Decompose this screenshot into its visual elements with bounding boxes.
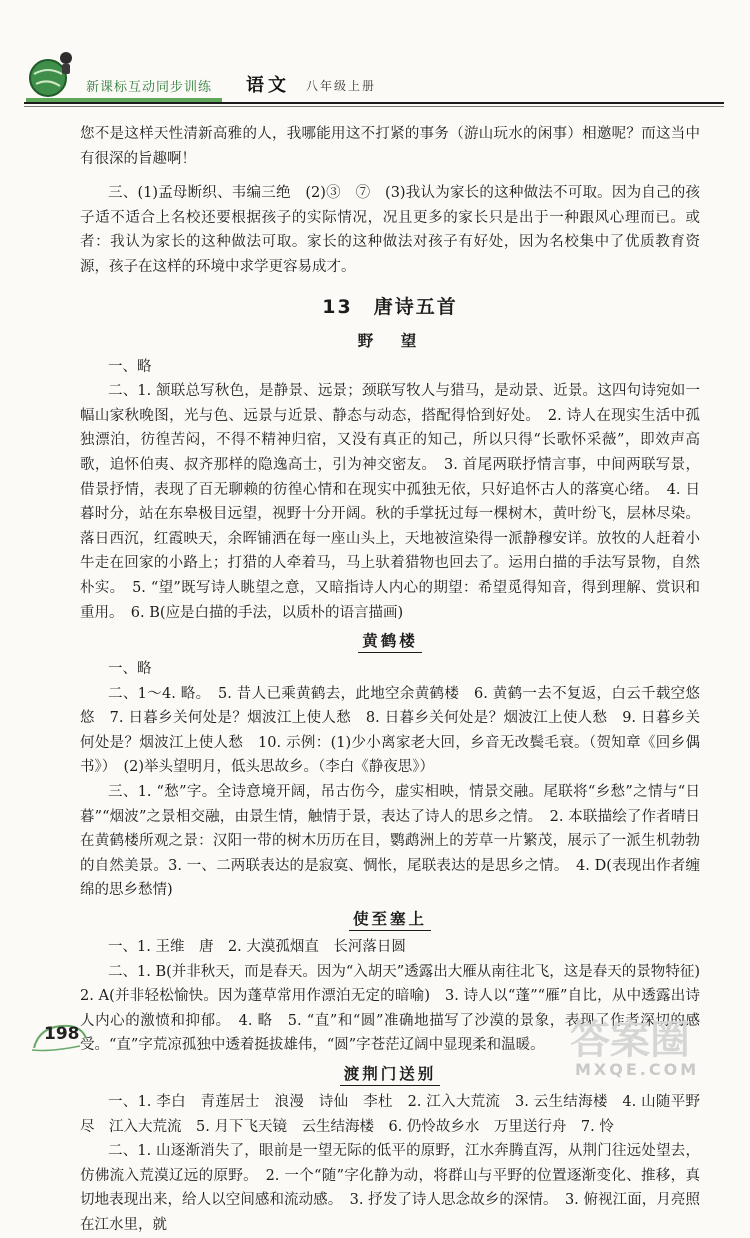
section-title-shizhisaishang bbox=[80, 907, 700, 931]
answer-paragraph: 一、略 bbox=[108, 661, 152, 678]
section-title-text: 黄鹤楼 bbox=[358, 629, 422, 653]
section-title-text: 使至塞上 bbox=[349, 907, 431, 931]
watermark-url: MXQE.COM bbox=[575, 1060, 700, 1079]
section-title-yewang: 野 望 bbox=[357, 330, 423, 350]
globe-logo-icon bbox=[26, 48, 78, 100]
answer-paragraph: 二、1. B(并非秋天，而是春天。因为“入胡天”透露出大雁从南往北飞，这是春天的景物特征) 2. A(并非轻松愉快。因为蓬草常用作漂泊无定的暗喻) 3. 诗人以“蓬”“雁”自比，从中透露出诗人内心的激愤和抑郁。 4. 略 5. “直”和“圆”准确地描写了沙漠的景象，表现了作者深切的感受。“直”字荒凉孤独中透着挺拔雄伟，“圆”字苍茫辽阔中显现柔和温暖。 bbox=[80, 963, 715, 1054]
answer-paragraph: 二、1～4. 略。 5. 昔人已乘黄鹤去，此地空余黄鹤楼 6. 黄鹤一去不复返，白云千载空悠悠 7. 日暮乡关何处是？烟波江上使人愁 8. 日暮乡关何处是？烟波江上使人愁 9. 日暮乡关何处是？烟波江上使人愁 10. 示例：(1)少小离家老大回，乡音无改鬓毛衰。（贺知章《回乡偶书》） (2)举头望明月，低头思故乡。（李白《静夜思》） bbox=[80, 685, 700, 776]
subject-title: 语文 bbox=[246, 75, 290, 96]
answer-paragraph: 二、1. 颔联总写秋色，是静景、远景；颈联写牧人与猎马，是动景、近景。这四句诗宛如一幅山家秋晚图，光与色、远景与近景、静态与动态，搭配得恰到好处。 2. 诗人在现实生活中孤独漂泊，彷徨苦闷，不得不精神归宿，又没有真正的知己，所以只得“长歌怀采薇”，即效声高歌，追怀伯夷、叔齐那样的隐逸高士，引为神交密友。 3. 首尾两联抒情言事，中间两联写景，借景抒情，表现了百无聊赖的彷徨心情和在现实中孤独无依，只好追怀古人的落寞心绪。 4. 日暮时分，站在东皋极目远望，视野十分开阔。秋的手掌抚过每一棵树木，黄叶纷飞，层林尽染。落日西沉，红霞映天，余晖铺洒在每一座山头上，天地被渲染得一派静穆安详。放牧的人赶着小牛走在回家的小路上；打猎的人牵着马，马上驮着猎物也回去了。运用白描的手法写景物，自然朴实。 5. “望”既写诗人眺望之意，又暗指诗人内心的期望：希望觅得知音，得到理解、赏识和重用。 6. B(应是白描的手法，以质朴的语言描画) bbox=[80, 383, 700, 621]
page-header bbox=[0, 0, 750, 110]
chapter-title: 13 唐诗五首 bbox=[322, 295, 458, 318]
answer-paragraph: 一、1. 李白 青莲居士 浪漫 诗仙 李杜 2. 江入大荒流 3. 云生结海楼 4. 山随平野尽 江入大荒流 5. 月下飞天镜 云生结海楼 6. 仍怜故乡水 万里送行舟 7. 怜 bbox=[80, 1094, 700, 1135]
section-title-huanghelou bbox=[80, 629, 700, 653]
answer-paragraph: 一、略 bbox=[108, 358, 152, 375]
answer-paragraph: 三、1. “愁”字。全诗意境开阔，吊古伤今，虚实相映，情景交融。尾联将“乡愁”之情与“日暮”“烟波”之景相交融，由景生情，触情于景，表达了诗人的思乡之情。 2. 本联描绘了作者晴日在黄鹤楼所观之景：汉阳一带的树木历历在目，鹦鹉洲上的芳草一片繁茂，展示了一派生机勃勃的自然美景。3. 一、二两联表达的是寂寞、惆怅，尾联表达的是思乡之情。 4. D(表现出作者缠绵的思乡愁情) bbox=[80, 784, 700, 899]
answer-paragraph: 二、1. 山逐渐消失了，眼前是一望无际的低平的原野，江水奔腾直泻，从荆门往远处望去，仿佛流入荒漠辽远的原野。 2. 一个“随”字化静为动，将群山与平野的位置逐渐变化、推移，真切地表现出来，给人以空间感和流动感。 3. 抒发了诗人思念故乡的深情。 3. 俯视江面，月亮照在江水里，就 bbox=[80, 1143, 700, 1233]
header-rule-thin bbox=[24, 106, 724, 107]
answer-paragraph: 一、1. 王维 唐 2. 大漠孤烟直 长河落日圆 bbox=[108, 939, 406, 956]
grade-label: 八年级上册 bbox=[306, 79, 377, 93]
series-title: 新课标互动同步训练 bbox=[86, 80, 213, 95]
page-footer bbox=[30, 1018, 130, 1058]
intro-paragraph: 三、(1)孟母断织、韦编三绝 (2)③ ⑦ (3)我认为家长的这种做法不可取。因为自己的孩子适不适合上名校还要根据孩子的实际情况，况且更多的家长只是出于一种跟风心理而已。或者：我认为家长的这种做法可取。家长的这种做法对孩子有好处，因为名校集中了优质教育资源，孩子在这样的环境中求学更容易成才。 bbox=[80, 185, 700, 275]
watermark-text: 答案圈 bbox=[570, 1017, 690, 1063]
header-rule bbox=[24, 102, 724, 104]
intro-paragraph: 您不是这样天性清新高雅的人，我哪能用这不打紧的事务（游山玩水的闲事）相邀呢？而这当中有很深的旨趣啊！ bbox=[80, 126, 700, 167]
section-title-text: 渡荆门送别 bbox=[340, 1062, 441, 1086]
page-number: 198 bbox=[44, 1024, 80, 1044]
